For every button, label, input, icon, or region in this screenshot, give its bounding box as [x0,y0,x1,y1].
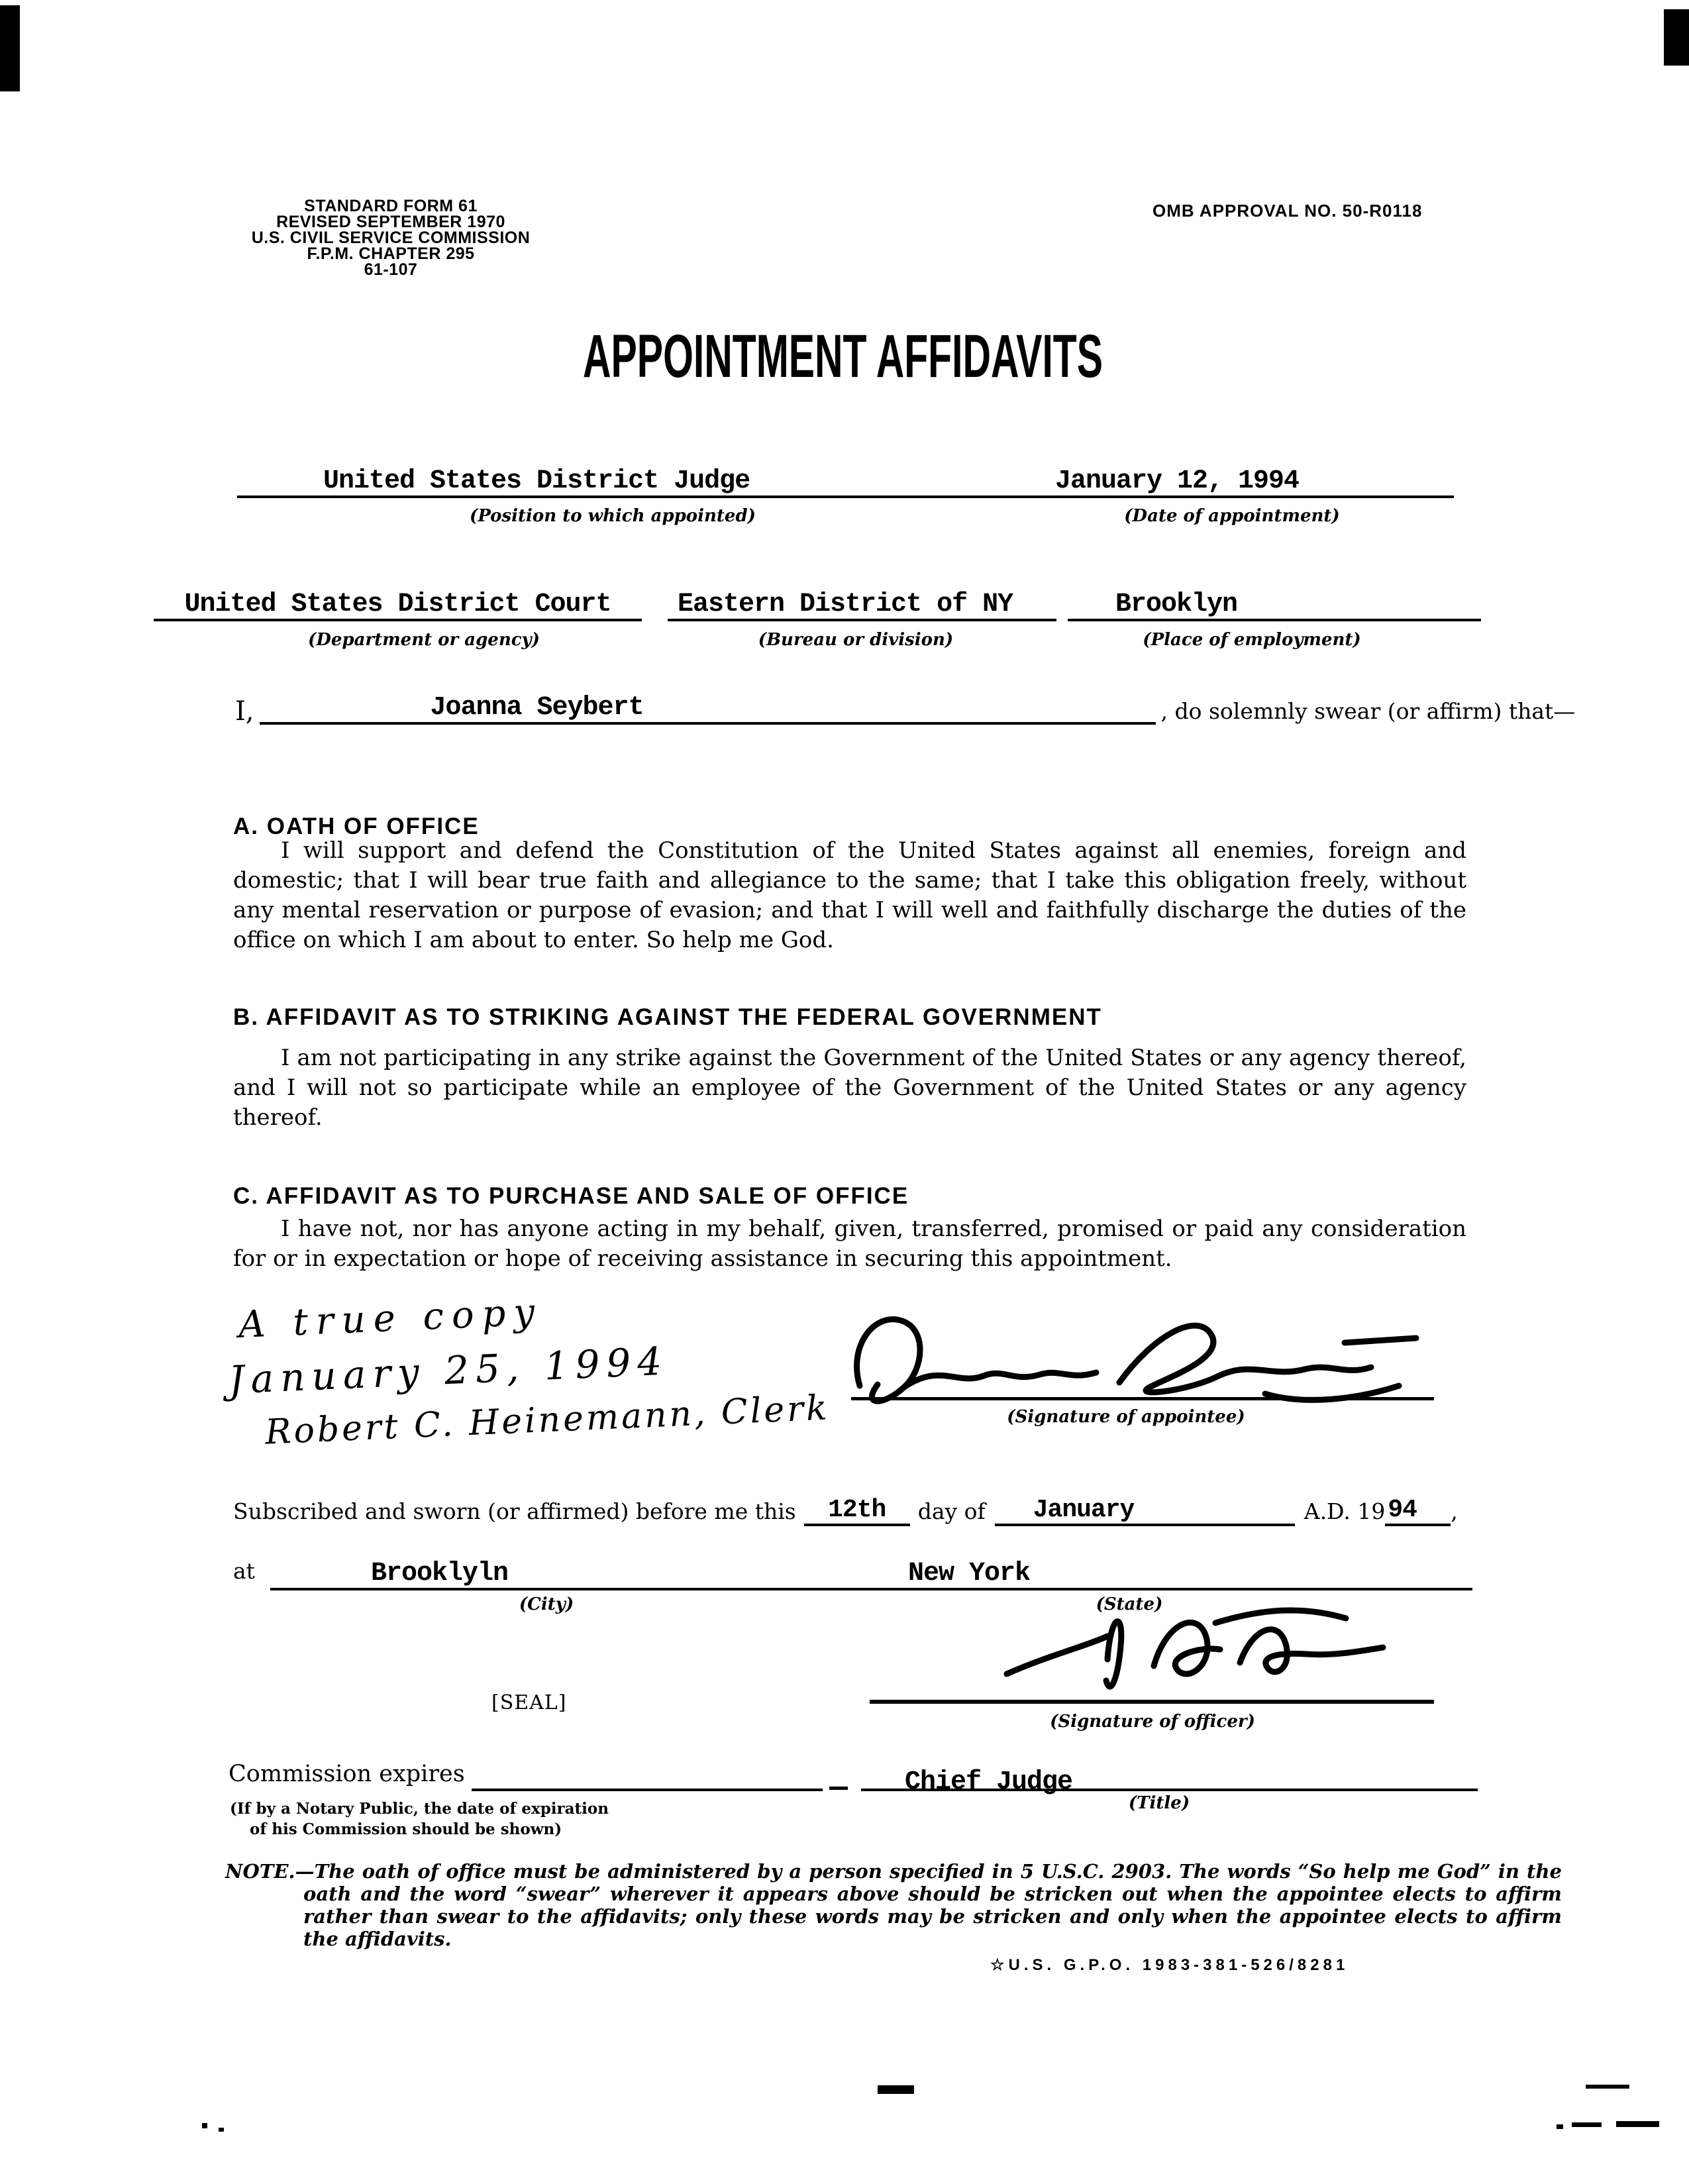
sworn-year-value: 94 [1388,1496,1417,1525]
scan-artifact-top-left [0,5,20,91]
form-revision: REVISED SEPTEMBER 1970 [276,213,505,231]
position-label: (Position to which appointed) [470,506,756,526]
bureau-value: Eastern District of NY [678,590,1013,619]
officer-signature-line [870,1700,1434,1704]
scan-artifact-dot-1 [1557,2124,1563,2129]
section-b-body: I am not participating in any strike against the Government of the United States or any agency thereof, and I will not so participate while an employee of the Government of the United States or any agency thereof. [233,1045,1466,1131]
sworn-month-value: January [1033,1496,1135,1525]
form-agency: U.S. CIVIL SERVICE COMMISSION [251,229,531,247]
appointee-signature [841,1306,1437,1406]
form-code: 61-107 [364,260,418,279]
bureau-field [668,582,1056,621]
page-title-wrap [583,323,1106,390]
officer-signature [987,1600,1398,1706]
form-chapter: F.P.M. CHAPTER 295 [307,244,475,263]
appointee-name-value: Joanna Seybert [430,693,644,723]
department-label: (Department or agency) [308,630,540,650]
sworn-day-field [804,1492,910,1526]
city-value: Brooklyln [371,1559,509,1588]
scan-artifact-dash-commission [829,1787,848,1790]
date-of-appointment-label: (Date of appointment) [1124,506,1340,526]
date-of-appointment-value: January 12, 1994 [1055,466,1300,496]
state-label: (State) [1096,1594,1163,1614]
sworn-year-field [1385,1492,1451,1526]
oath-intro-row [235,688,1575,725]
section-a-body: I will support and defend the Constitution of the United States against all enemies, foreign and domestic; that I will bear true faith and allegiance to the same; that I take this obligation freely, without any mental reservation or purpose of evasion; and that I will well and faithfully discharge the duties of the office on which I am about to enter. So help me God. [233,837,1466,953]
omb-approval-number: OMB APPROVAL NO. 50-R0118 [1152,201,1423,221]
sworn-middle: day of [917,1498,986,1524]
scan-artifact-bottom-right-2 [1572,2122,1602,2127]
officer-title-label: (Title) [1128,1793,1190,1813]
scan-artifact-top-right [1664,9,1689,66]
handwritten-clerk-signature: Robert C. Heinemann, Clerk [264,1388,831,1453]
sworn-day-value: 12th [828,1496,886,1525]
note-label: NOTE.— [225,1860,315,1883]
scan-artifact-bottom-center [878,2085,914,2094]
appointee-name-field [260,688,1156,725]
sworn-ad: A.D. 19 [1304,1498,1386,1524]
position-field [237,457,1075,498]
form-number: STANDARD FORM 61 [304,197,478,215]
notary-note-line-1: (If by a Notary Public, the date of expiration [230,1800,609,1818]
appointee-signature-line [851,1397,1434,1400]
section-c-heading: C. AFFIDAVIT AS TO PURCHASE AND SALE OF OFFICE [233,1183,909,1209]
page-title: APPOINTMENT AFFIDAVITS [583,323,1103,390]
officer-title-value: Chief Judge [905,1767,1073,1797]
sworn-month-field [995,1492,1295,1526]
city-field [270,1553,924,1590]
department-field [154,582,642,621]
place-of-employment-label: (Place of employment) [1143,630,1361,650]
state-value: New York [908,1559,1031,1588]
seal-placeholder: [SEAL] [491,1691,567,1714]
officer-title-field [861,1754,1478,1797]
sworn-prefix: Subscribed and sworn (or affirmed) before me this [233,1498,796,1524]
scan-artifact-bottom-right-1 [1586,2085,1629,2089]
place-of-employment-field [1068,582,1481,621]
oath-intro-suffix: , do solemnly swear (or affirm) that— [1160,698,1576,724]
city-label: (City) [519,1594,574,1614]
position-value: United States District Judge [323,466,750,496]
handwritten-true-copy: A true copy [237,1290,544,1347]
notary-note-line-2: of his Commission should be shown) [250,1820,562,1838]
note-body: The oath of office must be administered by a person specified in 5 U.S.C. 2903. The words “So help me God” in the oath and the word “swear” wherever it appears above should be stricken out when the appointee elects to affirm rather than swear to the affidavits; only these words may be stricken and only when the appointee elects to affirm the affidavits. [303,1860,1562,1950]
gpo-print-code: ☆U.S. G.P.O. 1983-381-526/8281 [990,1956,1349,1974]
state-field [870,1553,1472,1590]
oath-intro-prefix: I, [235,696,254,727]
at-word: at [233,1558,255,1584]
scan-artifact-bottom-right-3 [1616,2121,1659,2127]
scan-artifact-dot-3 [219,2128,224,2132]
scan-artifact-dot-2 [202,2123,207,2128]
section-c-body: I have not, nor has anyone acting in my behalf, given, transferred, promised or paid any consideration for or in expectation or hope of receiving assistance in securing this appointment. [233,1216,1466,1272]
section-b-heading: B. AFFIDAVIT AS TO STRIKING AGAINST THE FEDERAL GOVERNMENT [233,1004,1102,1030]
commission-expires-text: Commission expires [229,1761,465,1787]
form-identifier-block [159,198,623,278]
sworn-row [233,1492,1458,1526]
appointee-signature-label: (Signature of appointee) [1007,1407,1245,1427]
place-of-employment-value: Brooklyn [1115,590,1238,619]
commission-expires-line [472,1789,823,1791]
date-of-appointment-field [1032,457,1454,498]
officer-signature-label: (Signature of officer) [1050,1712,1255,1732]
handwritten-date: January 25, 1994 [227,1338,670,1403]
section-a-heading: A. OATH OF OFFICE [233,813,480,839]
note-block [225,1860,1562,1950]
notary-note [230,1798,609,1840]
sworn-suffix: , [1451,1498,1458,1524]
department-value: United States District Court [184,590,611,619]
bureau-label: (Bureau or division) [758,630,954,650]
